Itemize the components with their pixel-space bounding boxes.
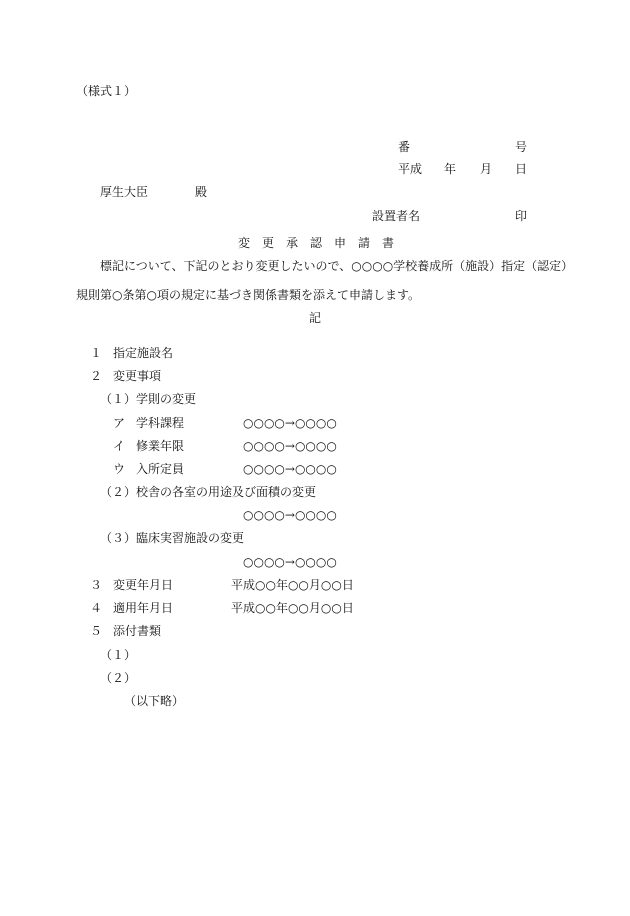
addressee-honorific: 殿 [195,185,208,199]
item-3-value: 平成○○年○○月○○日 [231,578,354,592]
item-4-label: 適用年月日 [113,601,174,615]
form-label: （様式１） [76,84,137,98]
row-u-label: 入所定員 [136,462,185,476]
row-a-label: 学科課程 [136,416,185,430]
seal-mark: 印 [515,209,528,223]
row-i-value: ○○○○→○○○○ [243,439,337,453]
attachment-2: （２） [100,671,137,685]
body-line-1: 標記について、下記のとおり変更したいので、○○○○学校養成所（施設）指定（認定） [100,259,574,273]
sub-3-label: 臨床実習施設の変更 [136,531,245,545]
sub-1-num: （１） [100,392,137,406]
row-u-kana: ウ [113,462,126,476]
sub-1-label: 学則の変更 [136,392,197,406]
addressee-name: 厚生大臣 [100,185,149,199]
item-4-num: ４ [90,601,103,615]
item-2-num: ２ [90,369,103,383]
body-line-2: 規則第○条第○項の規定に基づき関係書類を添えて申請します。 [76,288,420,302]
row-a-value: ○○○○→○○○○ [243,416,337,430]
sub-2-value: ○○○○→○○○○ [243,508,337,522]
number-suffix: 号 [515,140,528,154]
date-year: 年 [444,162,457,176]
row-a-kana: ア [113,416,126,430]
item-3-num: ３ [90,578,103,592]
document-title: 変 更 承 認 申 請 書 [238,236,395,250]
applicant-label: 設置者名 [372,209,421,223]
item-5-label: 添付書類 [113,624,162,638]
item-1-num: １ [90,346,103,360]
row-i-kana: イ [113,439,126,453]
item-4-value: 平成○○年○○月○○日 [231,601,354,615]
attachment-1: （１） [100,648,137,662]
date-day: 日 [515,162,528,176]
item-2-label: 変更事項 [113,369,162,383]
item-3-label: 変更年月日 [113,578,174,592]
sub-3-num: （３） [100,531,137,545]
ki-heading: 記 [309,311,322,325]
number-label: 番 [398,140,411,154]
sub-3-value: ○○○○→○○○○ [243,555,337,569]
item-1-label: 指定施設名 [113,346,174,360]
omitted-note: （以下略） [124,694,185,708]
date-month: 月 [480,162,493,176]
sub-2-label: 校舎の各室の用途及び面積の変更 [136,485,317,499]
row-u-value: ○○○○→○○○○ [243,462,337,476]
sub-2-num: （２） [100,485,137,499]
date-era: 平成 [398,162,423,176]
item-5-num: ５ [90,624,103,638]
row-i-label: 修業年限 [136,439,185,453]
